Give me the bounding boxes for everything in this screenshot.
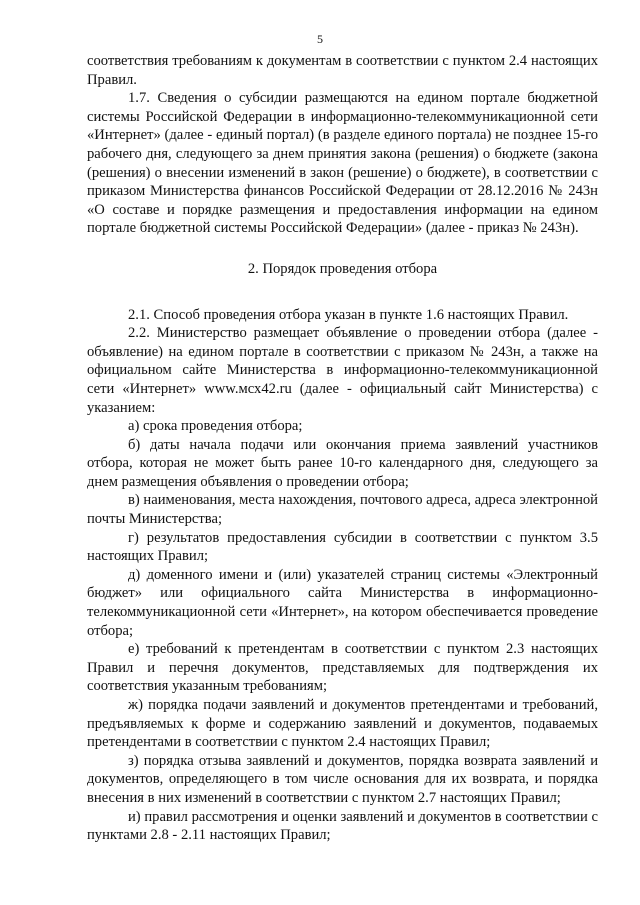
list-item-d: д) доменного имени и (или) указателей страниц системы «Электронный бюджет» или официального сайта Министерства в информационно-телекоммуникационной сети «Интернет», на котором обеспечивается проведение отбора; bbox=[87, 566, 598, 639]
paragraph-2-2: 2.2. Министерство размещает объявление о проведении отбора (далее - объявление) на едином портале в соответствии с приказом № 243н, а также на официальном сайте Министерства в информационно-телекоммуникационной сети «Интернет» www.мсх42.ru (далее - официальный сайт Министерства) с указанием: bbox=[87, 325, 598, 416]
list-item-v: в) наименования, места нахождения, почтового адреса, адреса электронной почты Министерства; bbox=[87, 492, 598, 528]
paragraph-continuation: соответствия требованиям к документам в соответствии с пунктом 2.4 настоящих Правил. bbox=[87, 53, 598, 88]
list-item-zh: ж) порядка подачи заявлений и документов претендентами и требований, предъявляемых к форме и содержанию заявлений и документов, подаваемых претендентами в соответствии с пунктом 2.4 настоящих Правил; bbox=[87, 697, 598, 751]
list-item-e: е) требований к претендентам в соответствии с пунктом 2.3 настоящих Правил и перечня документов, представляемых для подтверждения их соответствия указанным требованиям; bbox=[87, 641, 598, 695]
page-number: 5 bbox=[317, 32, 323, 46]
section-heading: 2. Порядок проведения отбора bbox=[247, 260, 438, 277]
list-item-g: г) результатов предоставления субсидии в соответствии с пунктом 3.5 настоящих Правил; bbox=[87, 529, 598, 565]
list-item-i: и) правил рассмотрения и оценки заявлений и документов в соответствии с пунктами 2.8 - 2.11 настоящих Правил; bbox=[87, 808, 598, 844]
paragraph-2-1: 2.1. Способ проведения отбора указан в пункте 1.6 настоящих Правил. bbox=[128, 306, 569, 323]
list-item-b: б) даты начала подачи или окончания приема заявлений участников отбора, которая не может быть ранее 10-го календарного дня, следующего за днем размещения объявления о проведении отбора; bbox=[87, 436, 598, 490]
paragraph-1-7: 1.7. Сведения о субсидии размещаются на едином портале бюджетной системы Российской Федерации в информационно-телекоммуникационной сети «Интернет» (далее - единый портал) (в разделе единого портала) не позднее 15-го рабочего дня, следующего за днем принятия закона (решения) о бюджете (закона (решения) о внесении изменений в закон (решение) о бюджете), в соответствии с приказом Министерства финансов Российской Федерации от 28.12.2016 № 243н «О составе и порядке размещения и предоставления информации на едином портале бюджетной системы Российской Федерации» (далее - приказ № 243н). bbox=[87, 90, 598, 237]
list-item-a: а) срока проведения отбора; bbox=[128, 418, 303, 435]
document-body bbox=[87, 52, 598, 845]
list-item-z: з) порядка отзыва заявлений и документов, порядка возврата заявлений и документов, определяющего в том числе основания для их возврата, и порядка внесения в них изменений в соответствии с пунктом 2.7 настоящих Правил; bbox=[87, 752, 598, 806]
